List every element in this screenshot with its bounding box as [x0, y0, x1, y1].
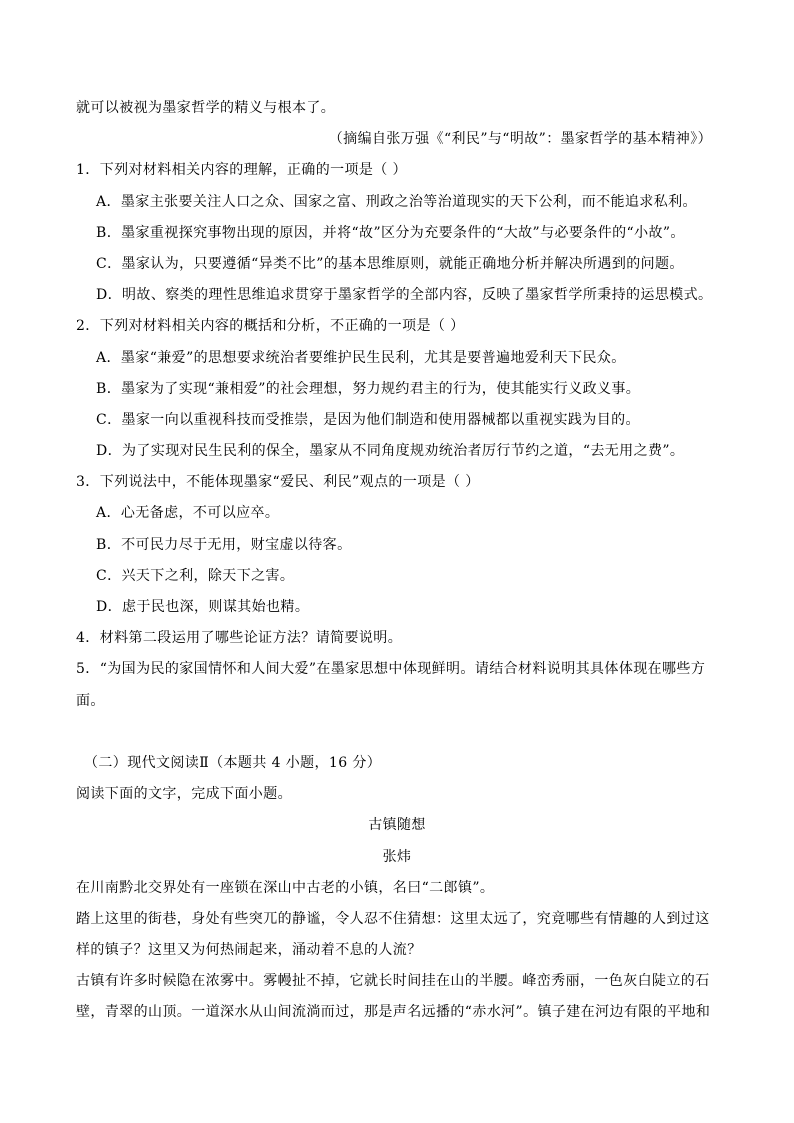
option-a: A．墨家主张要关注人口之众、国家之富、刑政之治等治道现实的天下公利，而不能追求私利。: [96, 193, 697, 210]
section-spacer: [76, 717, 718, 748]
option-d: D．虑于民也深，则谋其始也精。: [96, 599, 310, 615]
question-3: [76, 467, 718, 623]
source-citation: （摘编自张万强《“利民”与“明故”：墨家哲学的基本精神》）: [328, 131, 712, 148]
question-text-continued: 面。: [76, 692, 105, 709]
section-instruction: 阅读下面的文字，完成下面小题。: [76, 786, 292, 803]
question-5: [76, 654, 718, 716]
question-stem: 1．下列对材料相关内容的理解，正确的一项是（ ）: [76, 162, 407, 179]
article: [76, 810, 718, 1028]
section-heading: （二）现代文阅读Ⅱ（本题共 4 小题，16 分）: [84, 754, 382, 771]
article-line: 踏上这里的街巷，身处有些突兀的静谧，令人忍不住猜想：这里太远了，究竟哪些有情趣的人到过这: [76, 910, 710, 927]
option-c: C．墨家一向以重视科技而受推崇，是因为他们制造和使用器械都以重视实践为目的。: [96, 411, 640, 428]
question-text: 4．材料第二段运用了哪些论证方法？请简要说明。: [76, 630, 403, 647]
exam-page: [76, 93, 718, 1029]
option-d: D．为了实现对民生民利的保全，墨家从不同角度规劝统治者厉行节约之道，“去无用之费”。: [96, 443, 685, 460]
question-stem: 3．下列说法中，不能体现墨家“爱民、利民”观点的一项是（ ）: [76, 474, 480, 491]
question-1: [76, 155, 718, 311]
option-a: A．墨家“兼爱”的思想要求统治者要维护民生民利，尤其是要普遍地爱利天下民众。: [96, 349, 626, 366]
passage-closing-line: 就可以被视为墨家哲学的精义与根本了。: [76, 100, 336, 116]
option-b: B．墨家为了实现“兼相爱”的社会理想，努力规约君主的行为，使其能实行义政义事。: [96, 380, 641, 397]
option-d: D．明故、察类的理性思维追求贯穿于墨家哲学的全部内容，反映了墨家哲学所秉持的运思模式。: [96, 287, 713, 304]
question-stem: 2．下列对材料相关内容的概括和分析，不正确的一项是（ ）: [76, 318, 465, 335]
question-2: [76, 311, 718, 467]
article-line: 在川南黔北交界处有一座锁在深山中古老的小镇，名曰“二郎镇”。: [76, 879, 495, 896]
article-line: 古镇有许多时候隐在浓雾中。雾幔扯不掉，它就长时间挂在山的半腰。峰峦秀丽，一色灰白陡立的石: [76, 973, 710, 990]
article-line: 壁，青翠的山顶。一道深水从山间流淌而过，那是声名远播的“赤水河”。镇子建在河边有限的平地和: [76, 1004, 711, 1021]
question-text: 5．“为国为民的家国情怀和人间大爱”在墨家思想中体现鲜明。请结合材料说明其具体体现在哪些方: [76, 661, 706, 678]
article-title: 古镇随想: [368, 817, 426, 834]
article-line: 样的镇子？这里又为何热闹起来，涌动着不息的人流？: [76, 942, 422, 959]
question-4: [76, 623, 718, 654]
option-a: A．心无备虑，不可以应卒。: [96, 505, 280, 522]
option-c: C．兴天下之利，除天下之害。: [96, 567, 295, 584]
option-b: B．不可民力尽于无用，财宝虚以待客。: [96, 536, 352, 553]
option-b: B．墨家重视探究事物出现的原因，并将“故”区分为充要条件的“大故”与必要条件的“小故”。: [96, 224, 685, 241]
option-c: C．墨家认为，只要遵循“异类不比”的基本思维原则，就能正确地分析并解决所遇到的问题。: [96, 255, 684, 272]
article-author: 张炜: [382, 848, 412, 865]
